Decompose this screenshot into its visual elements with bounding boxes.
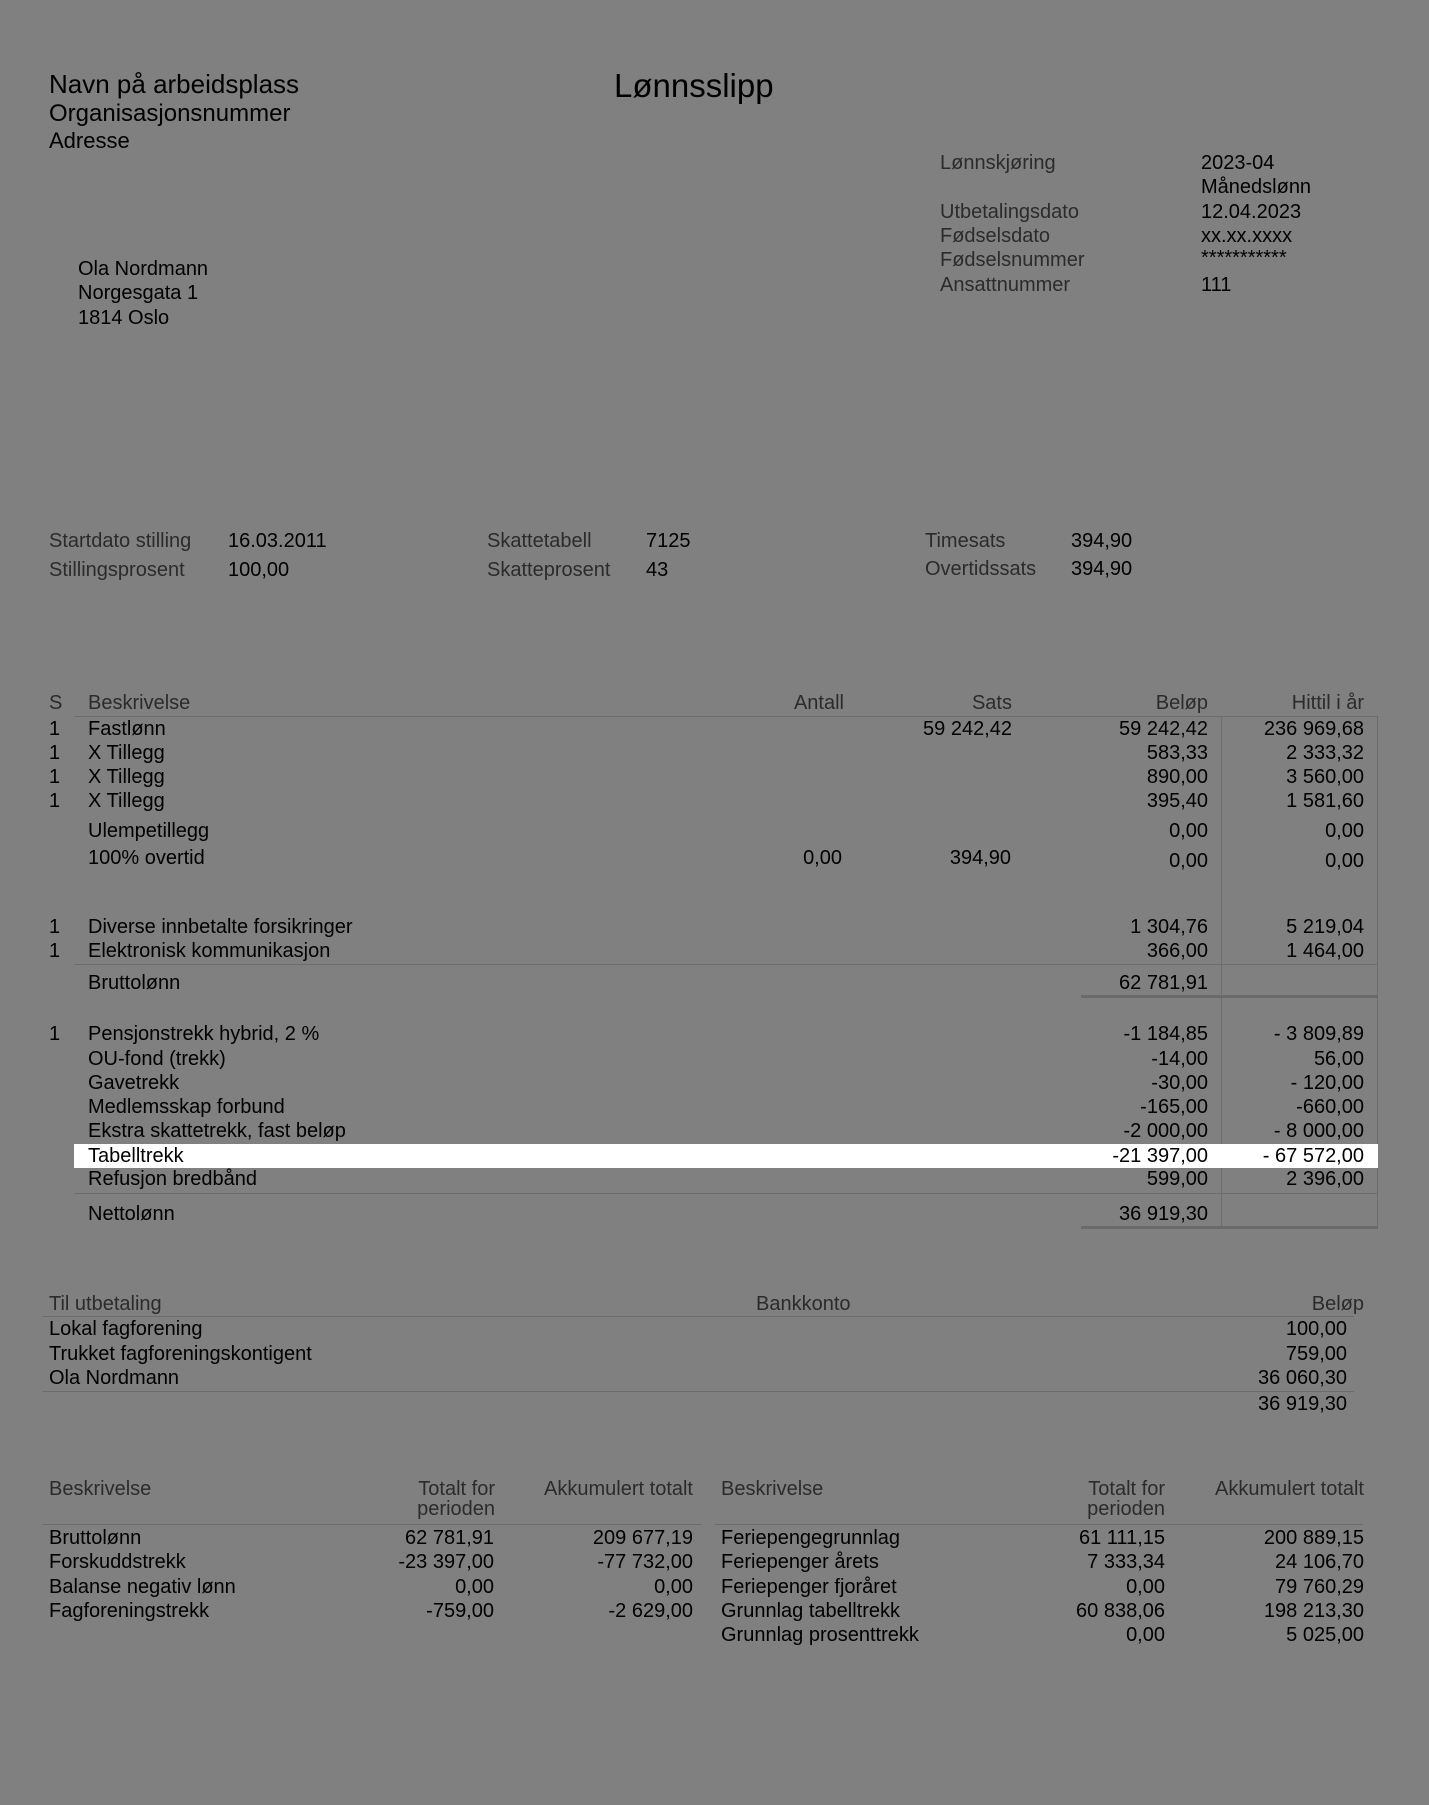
summary-desc: Grunnlag prosenttrekk	[721, 1624, 919, 1646]
row-hittil: 0,00	[1325, 850, 1364, 872]
employer-address: Adresse	[49, 128, 130, 153]
tax-pct-label: Skatteprosent	[487, 559, 611, 581]
row-hittil: 2 396,00	[1286, 1168, 1364, 1190]
summary-header-period: Totalt for	[418, 1478, 495, 1500]
row-belop: 890,00	[1146, 766, 1208, 788]
start-date-label: Startdato stilling	[49, 530, 192, 552]
summary-header-desc: Beskrivelse	[721, 1478, 824, 1500]
summary-header-period: perioden	[417, 1498, 495, 1520]
tax-table-label: Skattetabell	[487, 530, 592, 552]
summary-desc: Feriepenger fjoråret	[721, 1576, 897, 1598]
row-hittil: 1 581,60	[1286, 790, 1364, 812]
row-hittil: 2 333,32	[1286, 742, 1364, 764]
row-belop: 395,40	[1146, 790, 1208, 812]
row-s: 1	[49, 1023, 61, 1045]
row-description: X Tillegg	[88, 766, 165, 788]
row-description: OU-fond (trekk)	[88, 1048, 226, 1070]
row-sats: 59 242,42	[923, 718, 1012, 740]
summary-header-desc: Beskrivelse	[49, 1478, 152, 1500]
payout-to: Ola Nordmann	[49, 1367, 180, 1389]
recipient-name: Ola Nordmann	[78, 258, 209, 280]
position-pct-value: 100,00	[228, 559, 290, 581]
net-value: 36 919,30	[1119, 1203, 1208, 1225]
gross-value: 62 781,91	[1119, 972, 1208, 994]
row-belop: -21 397,00	[1112, 1145, 1208, 1167]
meta-value: ***********	[1201, 247, 1287, 269]
summary-desc: Grunnlag tabelltrekk	[721, 1600, 900, 1622]
row-s: 1	[49, 940, 61, 962]
summary-desc: Balanse negativ lønn	[49, 1576, 236, 1598]
row-hittil: - 120,00	[1290, 1072, 1364, 1094]
row-belop: 59 242,42	[1119, 718, 1208, 740]
summary-accum: 200 889,15	[1263, 1527, 1364, 1549]
row-belop: 1 304,76	[1130, 916, 1208, 938]
row-belop: 366,00	[1146, 940, 1208, 962]
hourly-rate-value: 394,90	[1071, 530, 1133, 552]
col-header-s: S	[49, 692, 63, 714]
row-s: 1	[49, 718, 61, 740]
payout-to: Lokal fagforening	[49, 1318, 203, 1340]
summary-header-accum: Akkumulert totalt	[1215, 1478, 1364, 1500]
gross-label: Bruttolønn	[88, 972, 181, 994]
meta-label: Fødselsnummer	[940, 249, 1085, 271]
row-hittil: - 67 572,00	[1262, 1145, 1364, 1167]
meta-label: Utbetalingsdato	[940, 201, 1079, 223]
payout-to: Trukket fagforeningskontigent	[49, 1343, 312, 1365]
row-hittil: - 8 000,00	[1273, 1120, 1364, 1142]
row-belop: -14,00	[1151, 1048, 1208, 1070]
recipient-city: 1814 Oslo	[78, 307, 170, 329]
row-belop: 599,00	[1146, 1168, 1208, 1190]
meta-label: Fødselsdato	[940, 225, 1051, 247]
summary-accum: -77 732,00	[597, 1551, 693, 1573]
net-label: Nettolønn	[88, 1203, 175, 1225]
meta-value: xx.xx.xxxx	[1201, 225, 1293, 247]
row-hittil: - 3 809,89	[1273, 1023, 1364, 1045]
hourly-rate-label: Timesats	[925, 530, 1006, 552]
summary-desc: Bruttolønn	[49, 1527, 142, 1549]
summary-period: 60 838,06	[1076, 1600, 1165, 1622]
tax-pct-value: 43	[646, 559, 669, 581]
summary-desc: Fagforeningstrekk	[49, 1600, 210, 1622]
row-s: 1	[49, 742, 61, 764]
row-belop: -165,00	[1140, 1096, 1208, 1118]
row-s: 1	[49, 766, 61, 788]
recipient-street: Norgesgata 1	[78, 282, 199, 304]
payout-total: 36 919,30	[1258, 1393, 1347, 1415]
row-description: 100% overtid	[88, 847, 205, 869]
row-belop: -1 184,85	[1123, 1023, 1208, 1045]
summary-accum: 79 760,29	[1275, 1576, 1364, 1598]
meta-label: Ansattnummer	[940, 274, 1071, 296]
row-belop: 0,00	[1169, 820, 1208, 842]
summary-period: 0,00	[1126, 1624, 1165, 1646]
row-s: 1	[49, 790, 61, 812]
meta-value: 12.04.2023	[1201, 201, 1302, 223]
row-belop: 0,00	[1169, 850, 1208, 872]
summary-header-accum: Akkumulert totalt	[544, 1478, 693, 1500]
row-description: Diverse innbetalte forsikringer	[88, 916, 353, 938]
row-description: Elektronisk kommunikasjon	[88, 940, 331, 962]
row-hittil: 56,00	[1313, 1048, 1364, 1070]
row-belop: 583,33	[1146, 742, 1208, 764]
row-description: Fastlønn	[88, 718, 166, 740]
summary-accum: 5 025,00	[1286, 1624, 1364, 1646]
summary-desc: Forskuddstrekk	[49, 1551, 186, 1573]
employer-name: Navn på arbeidsplass	[49, 69, 300, 99]
row-description: Ekstra skattetrekk, fast beløp	[88, 1120, 346, 1142]
row-antall: 0,00	[803, 847, 842, 869]
col-header-sats: Sats	[971, 692, 1012, 714]
summary-header-period: Totalt for	[1088, 1478, 1165, 1500]
start-date-value: 16.03.2011	[228, 530, 327, 552]
summary-accum: 0,00	[654, 1576, 693, 1598]
payout-header-amount: Beløp	[1311, 1293, 1364, 1315]
meta-label: Lønnskjøring	[940, 152, 1056, 174]
summary-desc: Feriepengegrunnlag	[721, 1527, 901, 1549]
row-description: Pensjonstrekk hybrid, 2 %	[88, 1023, 320, 1045]
row-sats: 394,90	[949, 847, 1011, 869]
employer-org: Organisasjonsnummer	[49, 100, 291, 127]
summary-accum: 198 213,30	[1263, 1600, 1364, 1622]
position-pct-label: Stillingsprosent	[49, 559, 185, 581]
summary-period: 0,00	[455, 1576, 494, 1598]
row-hittil: -660,00	[1296, 1096, 1364, 1118]
summary-period: 62 781,91	[405, 1527, 494, 1549]
payout-header-to: Til utbetaling	[49, 1293, 162, 1315]
summary-accum: 209 677,19	[592, 1527, 693, 1549]
col-header-hittil: Hittil i år	[1291, 692, 1364, 714]
row-hittil: 1 464,00	[1286, 940, 1364, 962]
summary-accum: -2 629,00	[608, 1600, 693, 1622]
meta-value: Månedslønn	[1201, 176, 1312, 198]
summary-accum: 24 106,70	[1275, 1551, 1364, 1573]
payout-header-bank: Bankkonto	[756, 1293, 851, 1315]
summary-period: 7 333,34	[1087, 1551, 1165, 1573]
summary-period: -23 397,00	[398, 1551, 494, 1573]
row-belop: -30,00	[1151, 1072, 1208, 1094]
col-header-belop: Beløp	[1155, 692, 1208, 714]
row-description: Refusjon bredbånd	[88, 1168, 258, 1190]
summary-header-period: perioden	[1087, 1498, 1165, 1520]
col-header-description: Beskrivelse	[88, 692, 191, 714]
payout-amount: 759,00	[1285, 1343, 1347, 1365]
row-description: X Tillegg	[88, 790, 165, 812]
payout-amount: 100,00	[1285, 1318, 1347, 1340]
row-belop: -2 000,00	[1123, 1120, 1208, 1142]
row-hittil: 5 219,04	[1286, 916, 1364, 938]
overtime-rate-label: Overtidssats	[925, 558, 1037, 580]
row-description: Gavetrekk	[88, 1072, 180, 1094]
row-description: X Tillegg	[88, 742, 165, 764]
row-description: Tabelltrekk	[88, 1145, 184, 1167]
row-hittil: 3 560,00	[1286, 766, 1364, 788]
row-hittil: 236 969,68	[1263, 718, 1364, 740]
row-s: 1	[49, 916, 61, 938]
summary-period: -759,00	[426, 1600, 494, 1622]
row-description: Medlemsskap forbund	[88, 1096, 285, 1118]
col-header-antall: Antall	[793, 692, 844, 714]
summary-desc: Feriepenger årets	[721, 1551, 879, 1573]
meta-value: 2023-04	[1201, 152, 1275, 174]
page-title: Lønnsslipp	[614, 67, 774, 104]
payout-amount: 36 060,30	[1258, 1367, 1347, 1389]
meta-value: 111	[1201, 274, 1232, 296]
row-hittil: 0,00	[1325, 820, 1364, 842]
tax-table-value: 7125	[646, 530, 691, 552]
overtime-rate-value: 394,90	[1071, 558, 1133, 580]
summary-period: 0,00	[1126, 1576, 1165, 1598]
row-description: Ulempetillegg	[88, 820, 210, 842]
summary-period: 61 111,15	[1078, 1527, 1165, 1549]
